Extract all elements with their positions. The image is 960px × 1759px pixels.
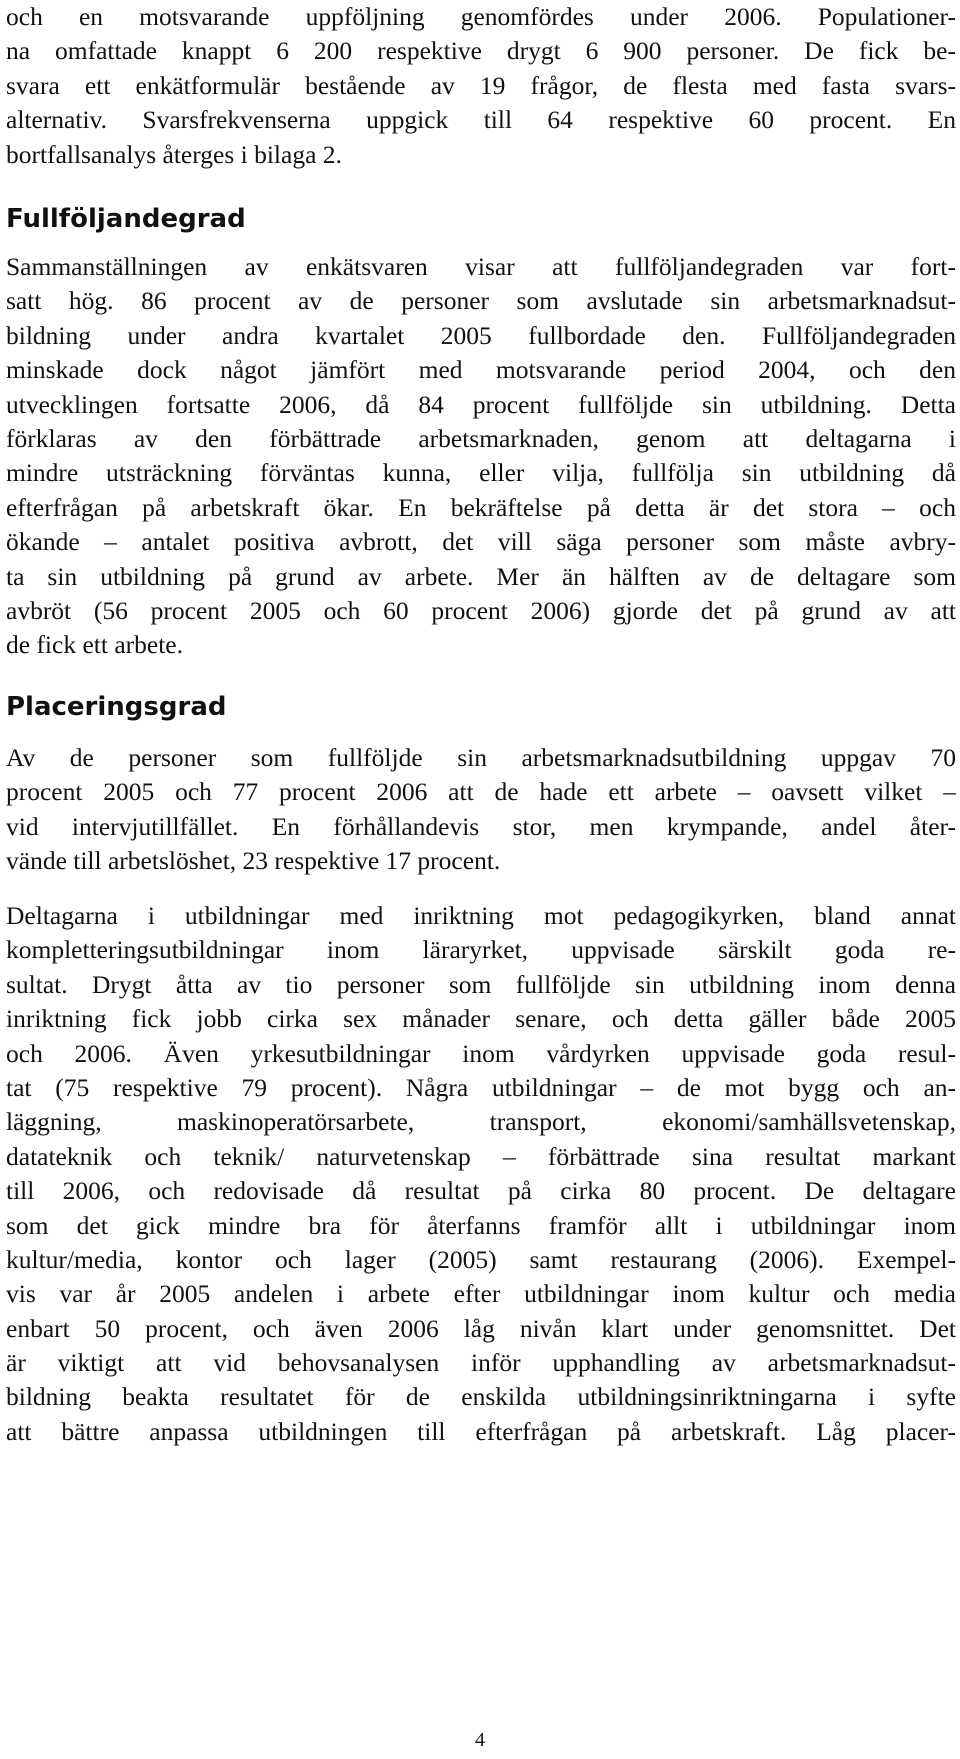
text-line: att bättre anpassa utbildningen till efterfrågan på arbetskraft. Låg placer- [6,1416,956,1446]
text-line: och en motsvarande uppföljning genomfördes under 2006. Populationer- [6,2,956,31]
text-line: avbröt (56 procent 2005 och 60 procent 2006) gjorde det på grund av att [6,595,956,625]
text-line: de fick ett arbete. [6,630,183,660]
text-line: efterfrågan på arbetskraft ökar. En bekräftelse på detta är det stora – och [6,492,956,522]
text-line: kompletteringsutbildningar inom läraryrket, uppvisade särskilt goda re- [6,935,956,965]
text-line: inriktning fick jobb cirka sex månader senare, och detta gäller både 2005 [6,1004,956,1034]
text-line: bortfallsanalys återges i bilaga 2. [6,139,342,169]
text-line: och 2006. Även yrkesutbildningar inom vårdyrken uppvisade goda resul- [6,1038,956,1068]
text-line: vid intervjutillfället. En förhållandevis stor, men krympande, andel åter- [6,811,956,841]
text-line: är viktigt att vid behovsanalysen inför upphandling av arbetsmarknadsut- [6,1348,956,1378]
fullfoljandegrad-paragraph [6,250,956,663]
page-number: 4 [475,1729,485,1751]
text-line: enbart 50 procent, och även 2006 låg nivån klart under genomsnittet. Det [6,1313,956,1343]
text-line: bildning beakta resultatet för de enskilda utbildningsinriktningarna i syfte [6,1382,956,1412]
intro-paragraph [6,0,956,172]
text-line: alternativ. Svarsfrekvenserna uppgick till 64 respektive 60 procent. En [6,105,956,135]
text-line: bildning under andra kvartalet 2005 fullbordade den. Fullföljandegraden [6,320,956,350]
text-line: Sammanställningen av enkätsvaren visar att fullföljandegraden var fort- [6,252,956,281]
text-line: utvecklingen fortsatte 2006, då 84 procent fullföljde sin utbildning. Detta [6,389,956,419]
placeringsgrad-paragraph-1 [6,741,956,879]
text-line: vände till arbetslöshet, 23 respektive 17 procent. [6,846,501,876]
text-line: Deltagarna i utbildningar med inriktning mot pedagogikyrken, bland annat [6,901,956,930]
text-line: mindre utsträckning förväntas kunna, eller vilja, fullfölja sin utbildning då [6,458,956,488]
section-heading-placeringsgrad: Placeringsgrad [6,692,227,722]
section-heading-fullfoljandegrad: Fullföljandegrad [6,204,246,234]
text-line: procent 2005 och 77 procent 2006 att de hade ett arbete – oavsett vilket – [6,777,956,807]
text-line: kultur/media, kontor och lager (2005) samt restaurang (2006). Exempel- [6,1244,956,1274]
text-line: Av de personer som fullföljde sin arbetsmarknadsutbildning uppgav 70 [6,743,956,772]
text-line: datateknik och teknik/ naturvetenskap – förbättrade sina resultat markant [6,1141,956,1171]
text-line: vis var år 2005 andelen i arbete efter utbildningar inom kultur och media [6,1279,956,1309]
text-line: sultat. Drygt åtta av tio personer som fullföljde sin utbildning inom denna [6,969,956,999]
text-line: läggning, maskinoperatörsarbete, transport, ekonomi/samhällsvetenskap, [6,1107,956,1137]
text-line: till 2006, och redovisade då resultat på cirka 80 procent. De deltagare [6,1176,956,1206]
text-line: ökande – antalet positiva avbrott, det vill säga personer som måste avbry- [6,527,956,557]
text-line: na omfattade knappt 6 200 respektive drygt 6 900 personer. De fick be- [6,36,956,66]
text-line: tat (75 respektive 79 procent). Några utbildningar – de mot bygg och an- [6,1072,956,1102]
text-line: som det gick mindre bra för återfanns framför allt i utbildningar inom [6,1210,956,1240]
text-line: ta sin utbildning på grund av arbete. Mer än hälften av de deltagare som [6,561,956,591]
text-line: svara ett enkätformulär bestående av 19 frågor, de flesta med fasta svars- [6,70,956,100]
text-line: satt hög. 86 procent av de personer som avslutade sin arbetsmarknadsut- [6,286,956,316]
placeringsgrad-paragraph-2 [6,899,956,1449]
text-line: förklaras av den förbättrade arbetsmarknaden, genom att deltagarna i [6,423,956,453]
text-line: minskade dock något jämfört med motsvarande period 2004, och den [6,355,956,385]
